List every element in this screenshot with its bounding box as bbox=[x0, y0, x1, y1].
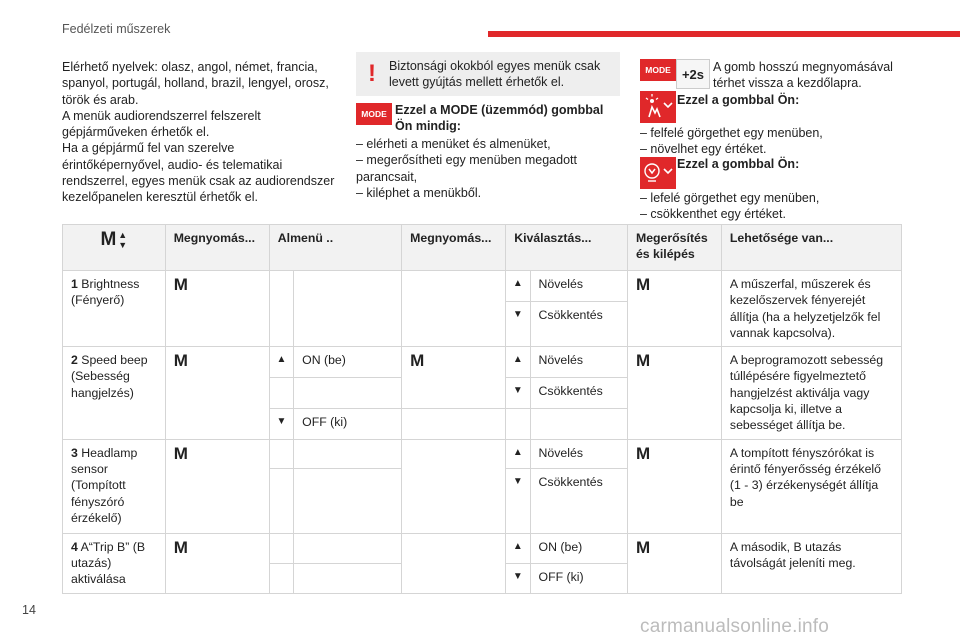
page-number: 14 bbox=[22, 603, 36, 617]
warning-text: Biztonsági okokból egyes menük csak levett gyújtás mellett érhetők el. bbox=[389, 59, 601, 89]
intro-line: kezelőpanelen keresztül érhetők el. bbox=[62, 190, 258, 205]
selection-label: Csökkentés bbox=[530, 378, 627, 409]
intro-paragraph bbox=[62, 59, 342, 206]
selection-label: Csökkentés bbox=[530, 468, 627, 533]
list-item: – felfelé görgethet egy menüben, bbox=[640, 126, 823, 140]
list-item: – megerősítheti egy menüben megadott bbox=[356, 153, 577, 168]
list-item: – csökkenthet egy értéket. bbox=[640, 207, 786, 222]
watermark: carmanualsonline.info bbox=[640, 616, 830, 637]
list-item: parancsait, bbox=[356, 169, 418, 184]
table-header: Almenü .. bbox=[269, 225, 401, 271]
selection-label: Növelés bbox=[530, 347, 627, 378]
menu-name-cell: 4 A“Trip B” (B utazás) aktiválása bbox=[63, 533, 166, 593]
description-cell: A tompított fényszórókat is érintő fényerősség érzékelő (1 - 3) érzékenységét állítja be bbox=[721, 439, 901, 533]
m-button-icon: M bbox=[165, 271, 269, 347]
menu-settings-table bbox=[62, 224, 902, 594]
menu-name-cell: 1 Brightness (Fényerő) bbox=[63, 271, 166, 347]
table-header-icon-cell bbox=[63, 225, 166, 271]
m-button-icon: M bbox=[165, 347, 269, 439]
intro-line: gépjárműveken érhetők el. bbox=[62, 125, 210, 140]
table-header: Megnyomás... bbox=[402, 225, 506, 271]
scroll-down-list bbox=[640, 190, 920, 223]
up-arrow-icon: ▲ bbox=[506, 533, 530, 563]
table-row bbox=[63, 533, 902, 563]
list-item: – növelhet egy értéket. bbox=[640, 142, 767, 157]
warning-icon: ! bbox=[368, 60, 376, 87]
table-row bbox=[63, 439, 902, 468]
selection-label: Növelés bbox=[530, 271, 627, 302]
down-arrow-icon: ▼ bbox=[506, 563, 530, 593]
submenu-label: ON (be) bbox=[294, 347, 402, 378]
scroll-down-title: Ezzel a gombbal Ön: bbox=[677, 157, 800, 171]
description-cell: A műszerfal, műszerek és kezelőszervek fényerejét állítja (ha a helyzetjelzők fel vannak kapcsolva). bbox=[721, 271, 901, 347]
m-button-icon: M bbox=[627, 271, 721, 347]
submenu-label: OFF (ki) bbox=[294, 408, 402, 439]
intro-line: érintőképernyővel, audio- és telematikai bbox=[62, 157, 283, 172]
intro-line: spanyol, portugál, holland, brazil, lengyel, orosz, bbox=[62, 76, 329, 91]
m-button-icon: M bbox=[627, 347, 721, 439]
list-item: – elérheti a menüket és almenüket, bbox=[356, 137, 551, 151]
table-header: Megnyomás... bbox=[165, 225, 269, 271]
selection-label: ON (be) bbox=[530, 533, 627, 563]
header-accent-bar bbox=[488, 31, 960, 37]
mode-arrows-icon: M ▲ ▼ bbox=[100, 228, 128, 250]
scroll-up-list bbox=[640, 125, 920, 158]
long-press-text: A gomb hosszú megnyomásával térhet vissza a kezdőlapra. bbox=[713, 60, 893, 90]
scroll-up-button-icon bbox=[640, 91, 676, 123]
selection-label: Növelés bbox=[530, 439, 627, 468]
description-cell: A második, B utazás távolságát jeleníti meg. bbox=[721, 533, 901, 593]
up-arrow-icon: ▲ bbox=[269, 347, 293, 378]
intro-line: rendszerrel, egyes menük csak az audiorendszer bbox=[62, 174, 335, 189]
table-header: Megerősítés és kilépés bbox=[627, 225, 721, 271]
down-arrow-icon: ▼ bbox=[506, 468, 530, 533]
mode-section-title: Ezzel a MODE (üzemmód) gombbal Ön mindig: bbox=[395, 103, 604, 133]
m-button-icon: M bbox=[165, 533, 269, 593]
up-arrow-icon: ▲ bbox=[506, 439, 530, 468]
mode-button-icon: MODE bbox=[640, 59, 676, 81]
down-arrow-icon: ▼ bbox=[506, 378, 530, 409]
table-header: Lehetősége van... bbox=[721, 225, 901, 271]
intro-line: Ha a gépjármű fel van szerelve bbox=[62, 141, 235, 156]
list-item: – kiléphet a menükből. bbox=[356, 185, 482, 200]
intro-line: török és arab. bbox=[62, 92, 139, 107]
m-button-icon: M bbox=[165, 439, 269, 533]
table-row bbox=[63, 347, 902, 378]
mode-button-icon: MODE bbox=[356, 103, 392, 125]
up-arrow-icon: ▲ bbox=[506, 347, 530, 378]
menu-name-cell: 2 Speed beep (Sebesség hangjelzés) bbox=[63, 347, 166, 439]
table-row bbox=[63, 271, 902, 302]
mode-function-list bbox=[356, 136, 616, 201]
description-cell: A beprogramozott sebesség túllépésére figyelmeztető hangjelzést aktiválja vagy kapcsolja ki, illetve a sebességet állítja be. bbox=[721, 347, 901, 439]
scroll-down-button-icon bbox=[640, 157, 676, 189]
intro-line: Elérhető nyelvek: olasz, angol, német, francia, bbox=[62, 60, 318, 74]
selection-label: Csökkentés bbox=[530, 301, 627, 347]
up-arrow-icon: ▲ bbox=[506, 271, 530, 302]
table-header-row bbox=[63, 225, 902, 271]
page-header-title: Fedélzeti műszerek bbox=[62, 22, 171, 36]
m-button-icon: M bbox=[627, 533, 721, 593]
intro-line: A menük audiorendszerrel felszerelt bbox=[62, 108, 261, 123]
scroll-up-title: Ezzel a gombbal Ön: bbox=[677, 93, 800, 107]
down-arrow-icon: ▼ bbox=[269, 408, 293, 439]
menu-name-cell: 3 Headlamp sensor (Tompított fényszóró érzékelő) bbox=[63, 439, 166, 533]
table-header: Kiválasztás... bbox=[506, 225, 628, 271]
long-press-icon: +2s bbox=[676, 59, 710, 89]
list-item: – lefelé görgethet egy menüben, bbox=[640, 191, 820, 205]
m-button-icon: M bbox=[402, 347, 506, 409]
down-arrow-icon: ▼ bbox=[506, 301, 530, 347]
selection-label: OFF (ki) bbox=[530, 563, 627, 593]
m-button-icon: M bbox=[627, 439, 721, 533]
